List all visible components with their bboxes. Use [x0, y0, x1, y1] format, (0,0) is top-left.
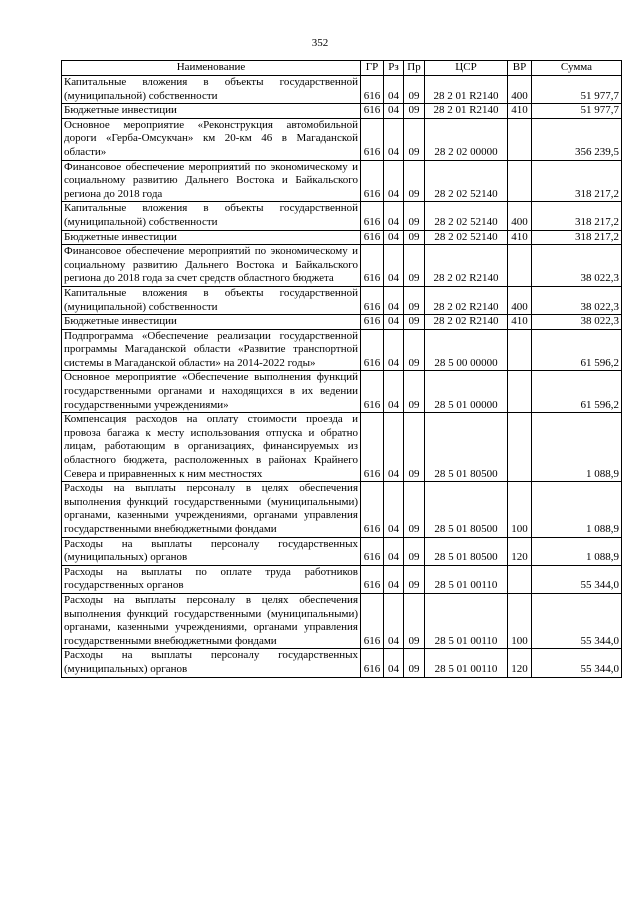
- cell-csr: 28 5 01 00110: [425, 649, 508, 677]
- cell-sum: 61 596,2: [532, 329, 622, 371]
- cell-name: Основное мероприятие «Реконструкция автомобильной дороги «Герба-Омсукчан» км 20-км 46 в Магаданской области»: [62, 118, 361, 160]
- cell-name: Расходы на выплаты персоналу в целях обеспечения выполнения функций государственными (муниципальными) органами, казенными учреждениями, органами управления государственными внебюджетными фондами: [62, 482, 361, 537]
- table-row: [62, 482, 622, 537]
- cell-rz: 04: [384, 286, 404, 314]
- cell-name: Финансовое обеспечение мероприятий по экономическому и социальному развитию Дальнего Востока и Байкальского региона до 2018 года за счет средств областного бюджета: [62, 245, 361, 287]
- cell-vr: 400: [508, 76, 532, 104]
- cell-csr: 28 2 02 52140: [425, 202, 508, 230]
- cell-sum: 55 344,0: [532, 649, 622, 677]
- column-header-gr: ГР: [361, 61, 384, 76]
- cell-gr: 616: [361, 202, 384, 230]
- cell-csr: 28 2 02 52140: [425, 160, 508, 202]
- cell-vr: [508, 565, 532, 593]
- cell-sum: 38 022,3: [532, 315, 622, 330]
- cell-gr: 616: [361, 286, 384, 314]
- cell-vr: 100: [508, 482, 532, 537]
- cell-rz: 04: [384, 104, 404, 119]
- cell-rz: 04: [384, 76, 404, 104]
- cell-gr: 616: [361, 593, 384, 648]
- cell-csr: 28 5 00 00000: [425, 329, 508, 371]
- cell-gr: 616: [361, 482, 384, 537]
- column-header-pr: Пр: [404, 61, 425, 76]
- cell-gr: 616: [361, 565, 384, 593]
- cell-csr: 28 5 01 80500: [425, 537, 508, 565]
- cell-vr: [508, 371, 532, 413]
- cell-rz: 04: [384, 371, 404, 413]
- cell-csr: 28 2 02 R2140: [425, 315, 508, 330]
- table-row: [62, 202, 622, 230]
- cell-csr: 28 5 01 80500: [425, 413, 508, 482]
- column-header-sum: Сумма: [532, 61, 622, 76]
- cell-name: Финансовое обеспечение мероприятий по экономическому и социальному развитию Дальнего Востока и Байкальского региона до 2018 года: [62, 160, 361, 202]
- cell-csr: 28 2 01 R2140: [425, 104, 508, 119]
- cell-pr: 09: [404, 245, 425, 287]
- cell-name: Расходы на выплаты персоналу в целях обеспечения выполнения функций государственными (муниципальными) органами, казенными учреждениями, органами управления государственными внебюджетными фондами: [62, 593, 361, 648]
- cell-gr: 616: [361, 76, 384, 104]
- cell-gr: 616: [361, 371, 384, 413]
- cell-name: Основное мероприятие «Обеспечение выполнения функций государственными органами и находящихся в их ведении государственными учреждениями»: [62, 371, 361, 413]
- cell-sum: 1 088,9: [532, 413, 622, 482]
- column-header-rz: Рз: [384, 61, 404, 76]
- cell-vr: [508, 245, 532, 287]
- cell-name: Расходы на выплаты по оплате труда работников государственных органов: [62, 565, 361, 593]
- table-row: [62, 649, 622, 677]
- cell-csr: 28 2 02 R2140: [425, 245, 508, 287]
- cell-name: Бюджетные инвестиции: [62, 230, 361, 245]
- cell-vr: [508, 160, 532, 202]
- cell-pr: 09: [404, 160, 425, 202]
- cell-csr: 28 2 02 52140: [425, 230, 508, 245]
- cell-vr: 400: [508, 202, 532, 230]
- cell-gr: 616: [361, 413, 384, 482]
- table-body: [62, 76, 622, 678]
- cell-pr: 09: [404, 315, 425, 330]
- cell-vr: 410: [508, 230, 532, 245]
- cell-name: Расходы на выплаты персоналу государственных (муниципальных) органов: [62, 537, 361, 565]
- table-row: [62, 565, 622, 593]
- cell-gr: 616: [361, 649, 384, 677]
- cell-csr: 28 5 01 80500: [425, 482, 508, 537]
- cell-csr: 28 2 02 R2140: [425, 286, 508, 314]
- cell-sum: 318 217,2: [532, 160, 622, 202]
- cell-csr: 28 2 02 00000: [425, 118, 508, 160]
- cell-vr: [508, 329, 532, 371]
- cell-csr: 28 2 01 R2140: [425, 76, 508, 104]
- cell-vr: 100: [508, 593, 532, 648]
- table-row: [62, 371, 622, 413]
- cell-vr: [508, 413, 532, 482]
- cell-csr: 28 5 01 00000: [425, 371, 508, 413]
- cell-pr: 09: [404, 649, 425, 677]
- cell-rz: 04: [384, 593, 404, 648]
- cell-vr: 410: [508, 315, 532, 330]
- cell-gr: 616: [361, 315, 384, 330]
- column-header-vr: ВР: [508, 61, 532, 76]
- cell-pr: 09: [404, 286, 425, 314]
- table-row: [62, 76, 622, 104]
- cell-sum: 61 596,2: [532, 371, 622, 413]
- cell-rz: 04: [384, 118, 404, 160]
- cell-pr: 09: [404, 565, 425, 593]
- cell-name: Бюджетные инвестиции: [62, 104, 361, 119]
- cell-name: Капитальные вложения в объекты государственной (муниципальной) собственности: [62, 286, 361, 314]
- table-header-row: [62, 61, 622, 76]
- cell-vr: 410: [508, 104, 532, 119]
- page-number: 352: [311, 37, 329, 49]
- cell-rz: 04: [384, 230, 404, 245]
- cell-rz: 04: [384, 315, 404, 330]
- cell-csr: 28 5 01 00110: [425, 565, 508, 593]
- table-row: [62, 593, 622, 648]
- cell-pr: 09: [404, 104, 425, 119]
- cell-rz: 04: [384, 565, 404, 593]
- cell-gr: 616: [361, 230, 384, 245]
- cell-gr: 616: [361, 118, 384, 160]
- cell-vr: 120: [508, 649, 532, 677]
- cell-gr: 616: [361, 245, 384, 287]
- cell-pr: 09: [404, 593, 425, 648]
- cell-sum: 38 022,3: [532, 245, 622, 287]
- table-row: [62, 245, 622, 287]
- cell-gr: 616: [361, 160, 384, 202]
- cell-vr: 120: [508, 537, 532, 565]
- cell-rz: 04: [384, 245, 404, 287]
- table-row: [62, 413, 622, 482]
- cell-pr: 09: [404, 329, 425, 371]
- cell-sum: 356 239,5: [532, 118, 622, 160]
- cell-rz: 04: [384, 202, 404, 230]
- cell-pr: 09: [404, 537, 425, 565]
- cell-gr: 616: [361, 537, 384, 565]
- cell-rz: 04: [384, 413, 404, 482]
- cell-sum: 318 217,2: [532, 202, 622, 230]
- cell-name: Подпрограмма «Обеспечение реализации государственной программы Магаданской области «Развитие транспортной системы в Магаданской области» на 2014-2022 годы»: [62, 329, 361, 371]
- table-row: [62, 230, 622, 245]
- cell-sum: 55 344,0: [532, 593, 622, 648]
- cell-pr: 09: [404, 202, 425, 230]
- cell-rz: 04: [384, 482, 404, 537]
- cell-pr: 09: [404, 413, 425, 482]
- table-row: [62, 118, 622, 160]
- cell-gr: 616: [361, 329, 384, 371]
- cell-pr: 09: [404, 76, 425, 104]
- cell-sum: 55 344,0: [532, 565, 622, 593]
- cell-pr: 09: [404, 118, 425, 160]
- column-header-csr: ЦСР: [425, 61, 508, 76]
- cell-pr: 09: [404, 482, 425, 537]
- cell-rz: 04: [384, 537, 404, 565]
- table-row: [62, 315, 622, 330]
- cell-name: Капитальные вложения в объекты государственной (муниципальной) собственности: [62, 76, 361, 104]
- cell-sum: 318 217,2: [532, 230, 622, 245]
- table-row: [62, 160, 622, 202]
- cell-name: Бюджетные инвестиции: [62, 315, 361, 330]
- table-row: [62, 537, 622, 565]
- cell-rz: 04: [384, 329, 404, 371]
- cell-rz: 04: [384, 649, 404, 677]
- table-row: [62, 104, 622, 119]
- budget-table: [61, 60, 622, 678]
- cell-csr: 28 5 01 00110: [425, 593, 508, 648]
- cell-pr: 09: [404, 371, 425, 413]
- table-row: [62, 286, 622, 314]
- column-header-name: Наименование: [62, 61, 361, 76]
- cell-gr: 616: [361, 104, 384, 119]
- cell-sum: 51 977,7: [532, 104, 622, 119]
- cell-sum: 1 088,9: [532, 482, 622, 537]
- cell-sum: 51 977,7: [532, 76, 622, 104]
- cell-name: Компенсация расходов на оплату стоимости проезда и провоза багажа к месту использования отпуска и обратно лицам, работающим в организациях, финансируемых из областного бюджета, расположенных в районах Крайнего Севера и приравненных к ним местностях: [62, 413, 361, 482]
- cell-vr: 400: [508, 286, 532, 314]
- cell-rz: 04: [384, 160, 404, 202]
- cell-name: Капитальные вложения в объекты государственной (муниципальной) собственности: [62, 202, 361, 230]
- cell-sum: 38 022,3: [532, 286, 622, 314]
- table-row: [62, 329, 622, 371]
- cell-name: Расходы на выплаты персоналу государственных (муниципальных) органов: [62, 649, 361, 677]
- cell-pr: 09: [404, 230, 425, 245]
- cell-sum: 1 088,9: [532, 537, 622, 565]
- cell-vr: [508, 118, 532, 160]
